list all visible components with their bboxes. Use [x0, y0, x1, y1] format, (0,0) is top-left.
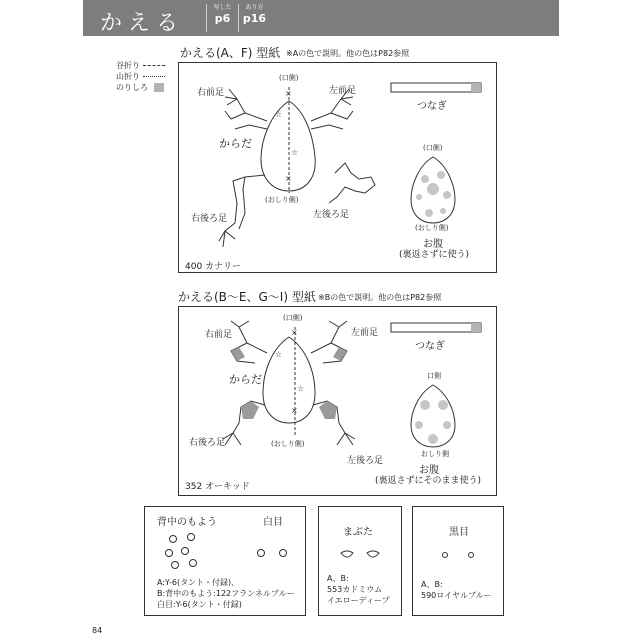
- black-eye-line-1: A、B:: [421, 580, 443, 589]
- black-eye-title: 黒目: [449, 527, 469, 538]
- back-pattern-line-3: 白目:Y-6(タント・付録): [157, 600, 242, 609]
- valley-fold-label: 谷折り: [116, 61, 140, 70]
- s1-mouth-side: (口側): [279, 74, 299, 82]
- eyelid-line-3: イエローディープ: [327, 596, 390, 605]
- section2-pattern-box: [178, 306, 497, 496]
- s2-left-back-leg: 左後ろ足: [347, 456, 384, 466]
- s2-belly-mouth-side: 口側: [427, 372, 441, 380]
- section1-pattern-box: [178, 62, 497, 273]
- s1-belly-note: (裏返さずに使う): [399, 250, 470, 260]
- s1-belly-mouth-side: (口側): [423, 144, 443, 152]
- legend-mountain: [116, 71, 165, 82]
- joint-glue-tab: [471, 323, 481, 332]
- s2-mouth-side: (口側): [283, 314, 303, 322]
- s1-body-label: からだ: [219, 137, 252, 150]
- s2-belly-note: (裏返さずにそのまま使う): [375, 476, 482, 486]
- section1-note: ※Aの色で説明。他の色はP82参照: [286, 49, 410, 58]
- section1-title: かえる(A、F) 型紙: [180, 46, 281, 60]
- howto-page-ref: [238, 4, 270, 32]
- s2-joint-label: つなぎ: [415, 341, 445, 352]
- page-number: 84: [92, 626, 103, 635]
- belly-center-spot: [427, 183, 439, 195]
- s1-joint-label: つなぎ: [417, 101, 447, 112]
- photo-page: p6: [214, 12, 231, 25]
- valley-fold-line: [143, 65, 165, 66]
- s1-left-front-leg: 左前足: [329, 86, 357, 96]
- back-pattern-circles: [145, 529, 305, 579]
- photo-label: 写した: [213, 4, 232, 11]
- star-mark: ☆: [275, 350, 283, 359]
- mountain-fold-line: [143, 76, 165, 77]
- black-eye-dots: [413, 547, 503, 567]
- s2-butt-side: (おしり側): [271, 440, 305, 448]
- fold-legend: [116, 60, 176, 96]
- mountain-fold-label: 山折り: [116, 72, 140, 81]
- eyelid-title: まぶた: [343, 527, 373, 538]
- cross-mark: ×: [291, 406, 298, 415]
- s1-right-back-leg: 右後ろ足: [191, 214, 228, 224]
- belly-spots: [415, 400, 451, 444]
- s1-belly-butt-side: (おしり側): [415, 224, 449, 232]
- eyelid-line-2: 553カドミウム: [327, 585, 383, 594]
- glue-swatch: [154, 83, 164, 92]
- s2-paper-label: 352 オーキッド: [185, 482, 250, 492]
- back-pattern-title: 背中のもよう: [157, 517, 217, 528]
- eyelid-shapes: [319, 547, 401, 567]
- white-eye-title: 白目: [263, 517, 283, 528]
- s2-right-back-leg: 右後ろ足: [189, 438, 226, 448]
- section2-title: かえる(B〜E、G〜I) 型紙: [178, 290, 316, 304]
- s1-paper-label: 400 カナリー: [185, 262, 242, 272]
- back-pattern-line-1: A:Y-6(タント・付録)、: [157, 578, 240, 587]
- black-eye-box: [412, 506, 504, 616]
- s1-left-back-leg: 左後ろ足: [313, 210, 350, 220]
- s1-right-front-leg: 右前足: [197, 88, 225, 98]
- s2-belly-label: お腹: [419, 465, 439, 476]
- s2-body-label: からだ: [229, 373, 262, 386]
- section2-note: ※Bの色で説明。他の色はP82参照: [318, 293, 442, 302]
- s2-right-front-leg: 右前足: [205, 330, 233, 340]
- legend-valley: [116, 60, 165, 71]
- star-mark: ☆: [291, 148, 299, 157]
- back-pattern-line-2: B:背中のもよう:122フランネルブルー: [157, 589, 295, 598]
- star-mark: ☆: [297, 384, 305, 393]
- eyelid-line-1: A、B:: [327, 574, 349, 583]
- photo-page-ref: [206, 4, 238, 32]
- howto-page: p16: [242, 12, 267, 25]
- legend-glue: [116, 82, 164, 93]
- cross-mark: ×: [285, 174, 292, 183]
- howto-label: あり方: [245, 4, 264, 11]
- back-pattern-box: [144, 506, 306, 616]
- s2-belly-butt-side: おしり側: [421, 450, 449, 458]
- page-title: かえる: [100, 11, 185, 36]
- s1-belly-label: お腹: [423, 239, 443, 250]
- eyelid-box: [318, 506, 402, 616]
- star-mark: ☆: [275, 110, 283, 119]
- black-eye-line-2: 590ロイヤルブルー: [421, 591, 492, 600]
- s2-left-front-leg: 左前足: [351, 328, 379, 338]
- glue-margin-label: のりしろ: [116, 83, 148, 92]
- cross-mark: ×: [291, 328, 298, 337]
- s1-butt-side: (おしり側): [265, 196, 299, 204]
- joint-glue-tab: [471, 83, 481, 92]
- cross-mark: ×: [285, 89, 292, 98]
